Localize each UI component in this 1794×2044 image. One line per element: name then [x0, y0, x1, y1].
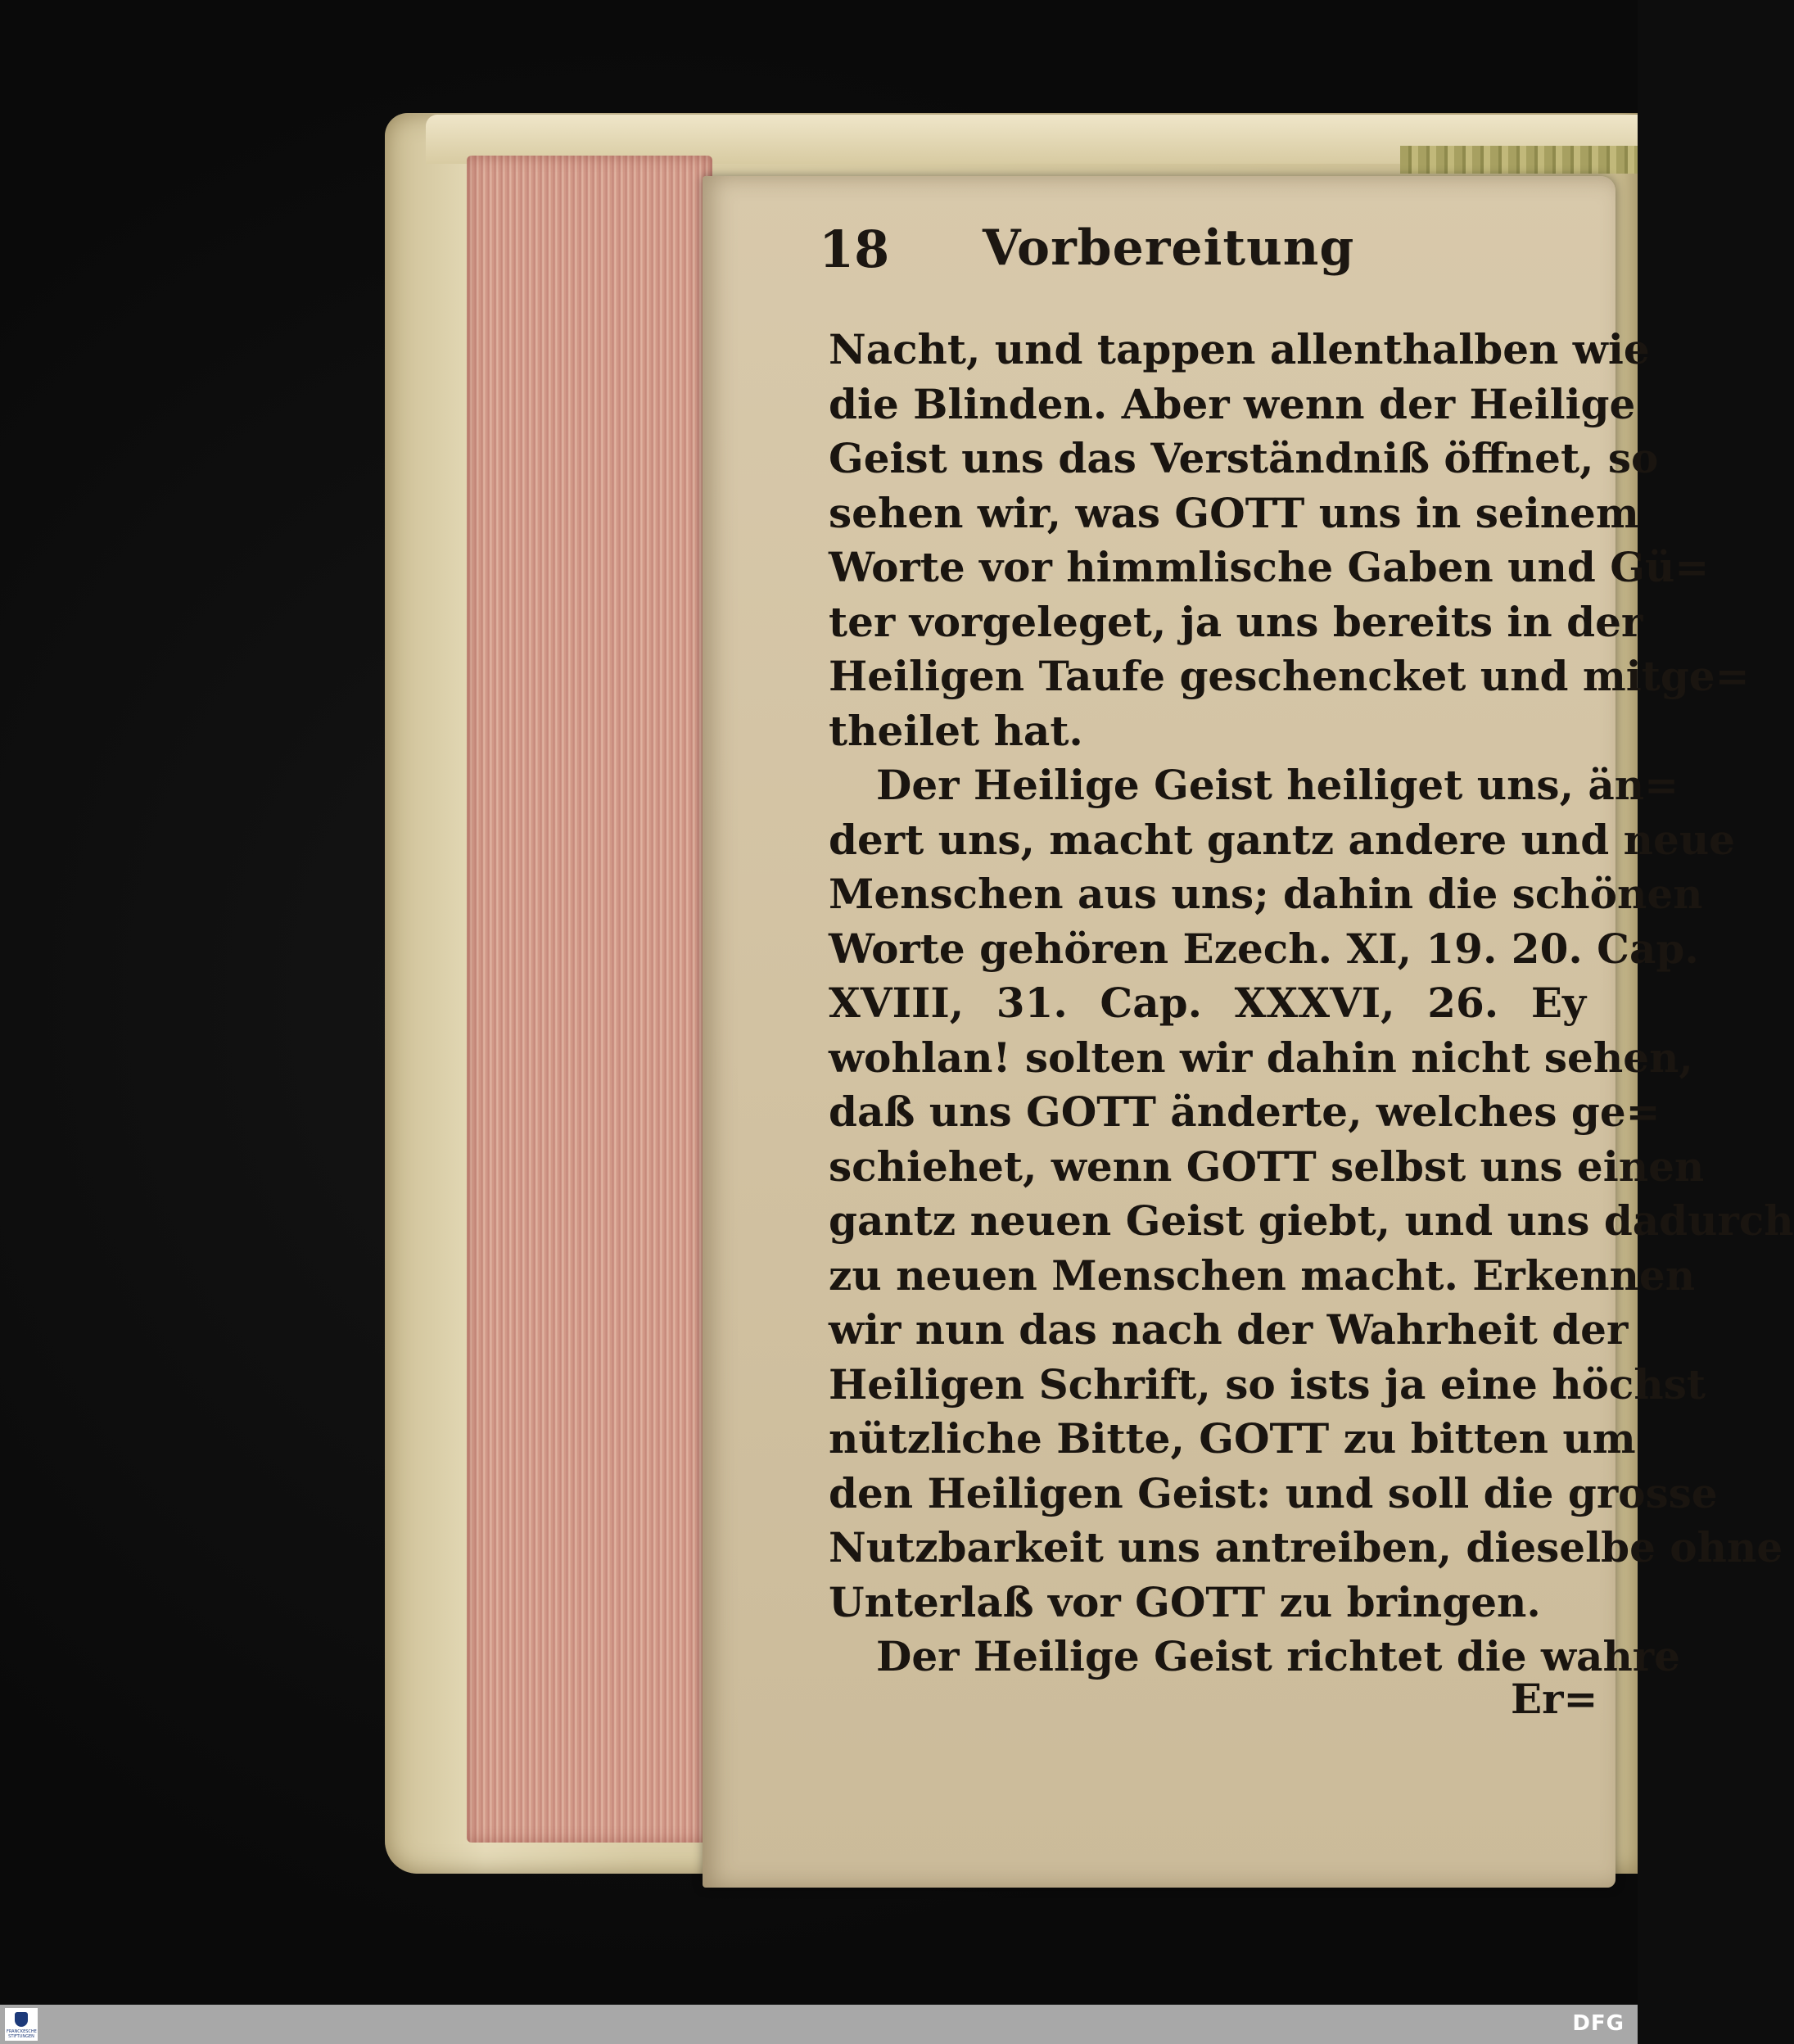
bookmark-ribbon: [1400, 146, 1638, 174]
text-line: Nutzbarkeit uns antreiben, dieselbe ohne: [829, 1523, 1783, 1571]
dfg-logo[interactable]: DFG: [1572, 2011, 1625, 2036]
text-line: XVIII, 31. Cap. XXXVI, 26. Ey: [829, 979, 1586, 1027]
page-header: [819, 219, 1556, 285]
text-line: Nacht, und tappen allenthalben wie: [829, 325, 1650, 373]
text-line: den Heiligen Geist: und soll die grosse: [829, 1468, 1718, 1517]
text-line: Geist uns das Verständniß öffnet, so: [829, 434, 1659, 482]
text-line: Der Heilige Geist heiliget uns, än=: [876, 761, 1679, 809]
text-line: Worte gehören Ezech. XI, 19. 20. Cap.: [829, 924, 1699, 973]
text-line: gantz neuen Geist giebt, und uns dadurch: [829, 1196, 1794, 1245]
text-line: theilet hat.: [829, 706, 1083, 755]
text-line: Heiligen Schrift, so ists ja eine höchst: [829, 1359, 1706, 1409]
body-text: [829, 323, 1794, 1684]
text-line: Heiligen Taufe geschencket und mitge=: [829, 652, 1750, 700]
text-line: daß uns GOTT änderte, welches ge=: [829, 1088, 1661, 1136]
text-line: dert uns, macht gantz andere und neue: [829, 815, 1735, 864]
text-line: Der Heilige Geist richtet die wahre: [876, 1632, 1680, 1680]
catchword: Er=: [1511, 1675, 1598, 1723]
text-line: nützliche Bitte, GOTT zu bitten um: [829, 1414, 1636, 1463]
text-line: sehen wir, was GOTT uns in seinem: [829, 488, 1639, 537]
page-edges: [467, 156, 712, 1843]
text-line: wir nun das nach der Wahrheit der: [829, 1305, 1629, 1354]
institution-logo[interactable]: [5, 2008, 38, 2041]
text-line: Unterlaß vor GOTT zu bringen.: [829, 1577, 1541, 1626]
text-line: Worte vor himmlische Gaben und Gü=: [829, 543, 1710, 591]
running-head: Vorbereitung: [983, 219, 1355, 277]
text-line: Menschen aus uns; dahin die schönen: [829, 870, 1703, 918]
text-line: ter vorgeleget, ja uns bereits in der: [829, 597, 1643, 646]
page-number: 18: [819, 219, 890, 279]
crest-icon: [15, 2012, 28, 2027]
logo-caption: FRANCKESCHE STIFTUNGEN: [7, 2029, 37, 2039]
text-line: schiehet, wenn GOTT selbst uns einen: [829, 1142, 1705, 1191]
text-line: die Blinden. Aber wenn der Heilige: [829, 379, 1636, 428]
viewer-footer-bar: [0, 2005, 1638, 2044]
text-line: zu neuen Menschen macht. Erkennen: [829, 1250, 1696, 1300]
text-line: wohlan! solten wir dahin nicht sehen,: [829, 1033, 1693, 1082]
